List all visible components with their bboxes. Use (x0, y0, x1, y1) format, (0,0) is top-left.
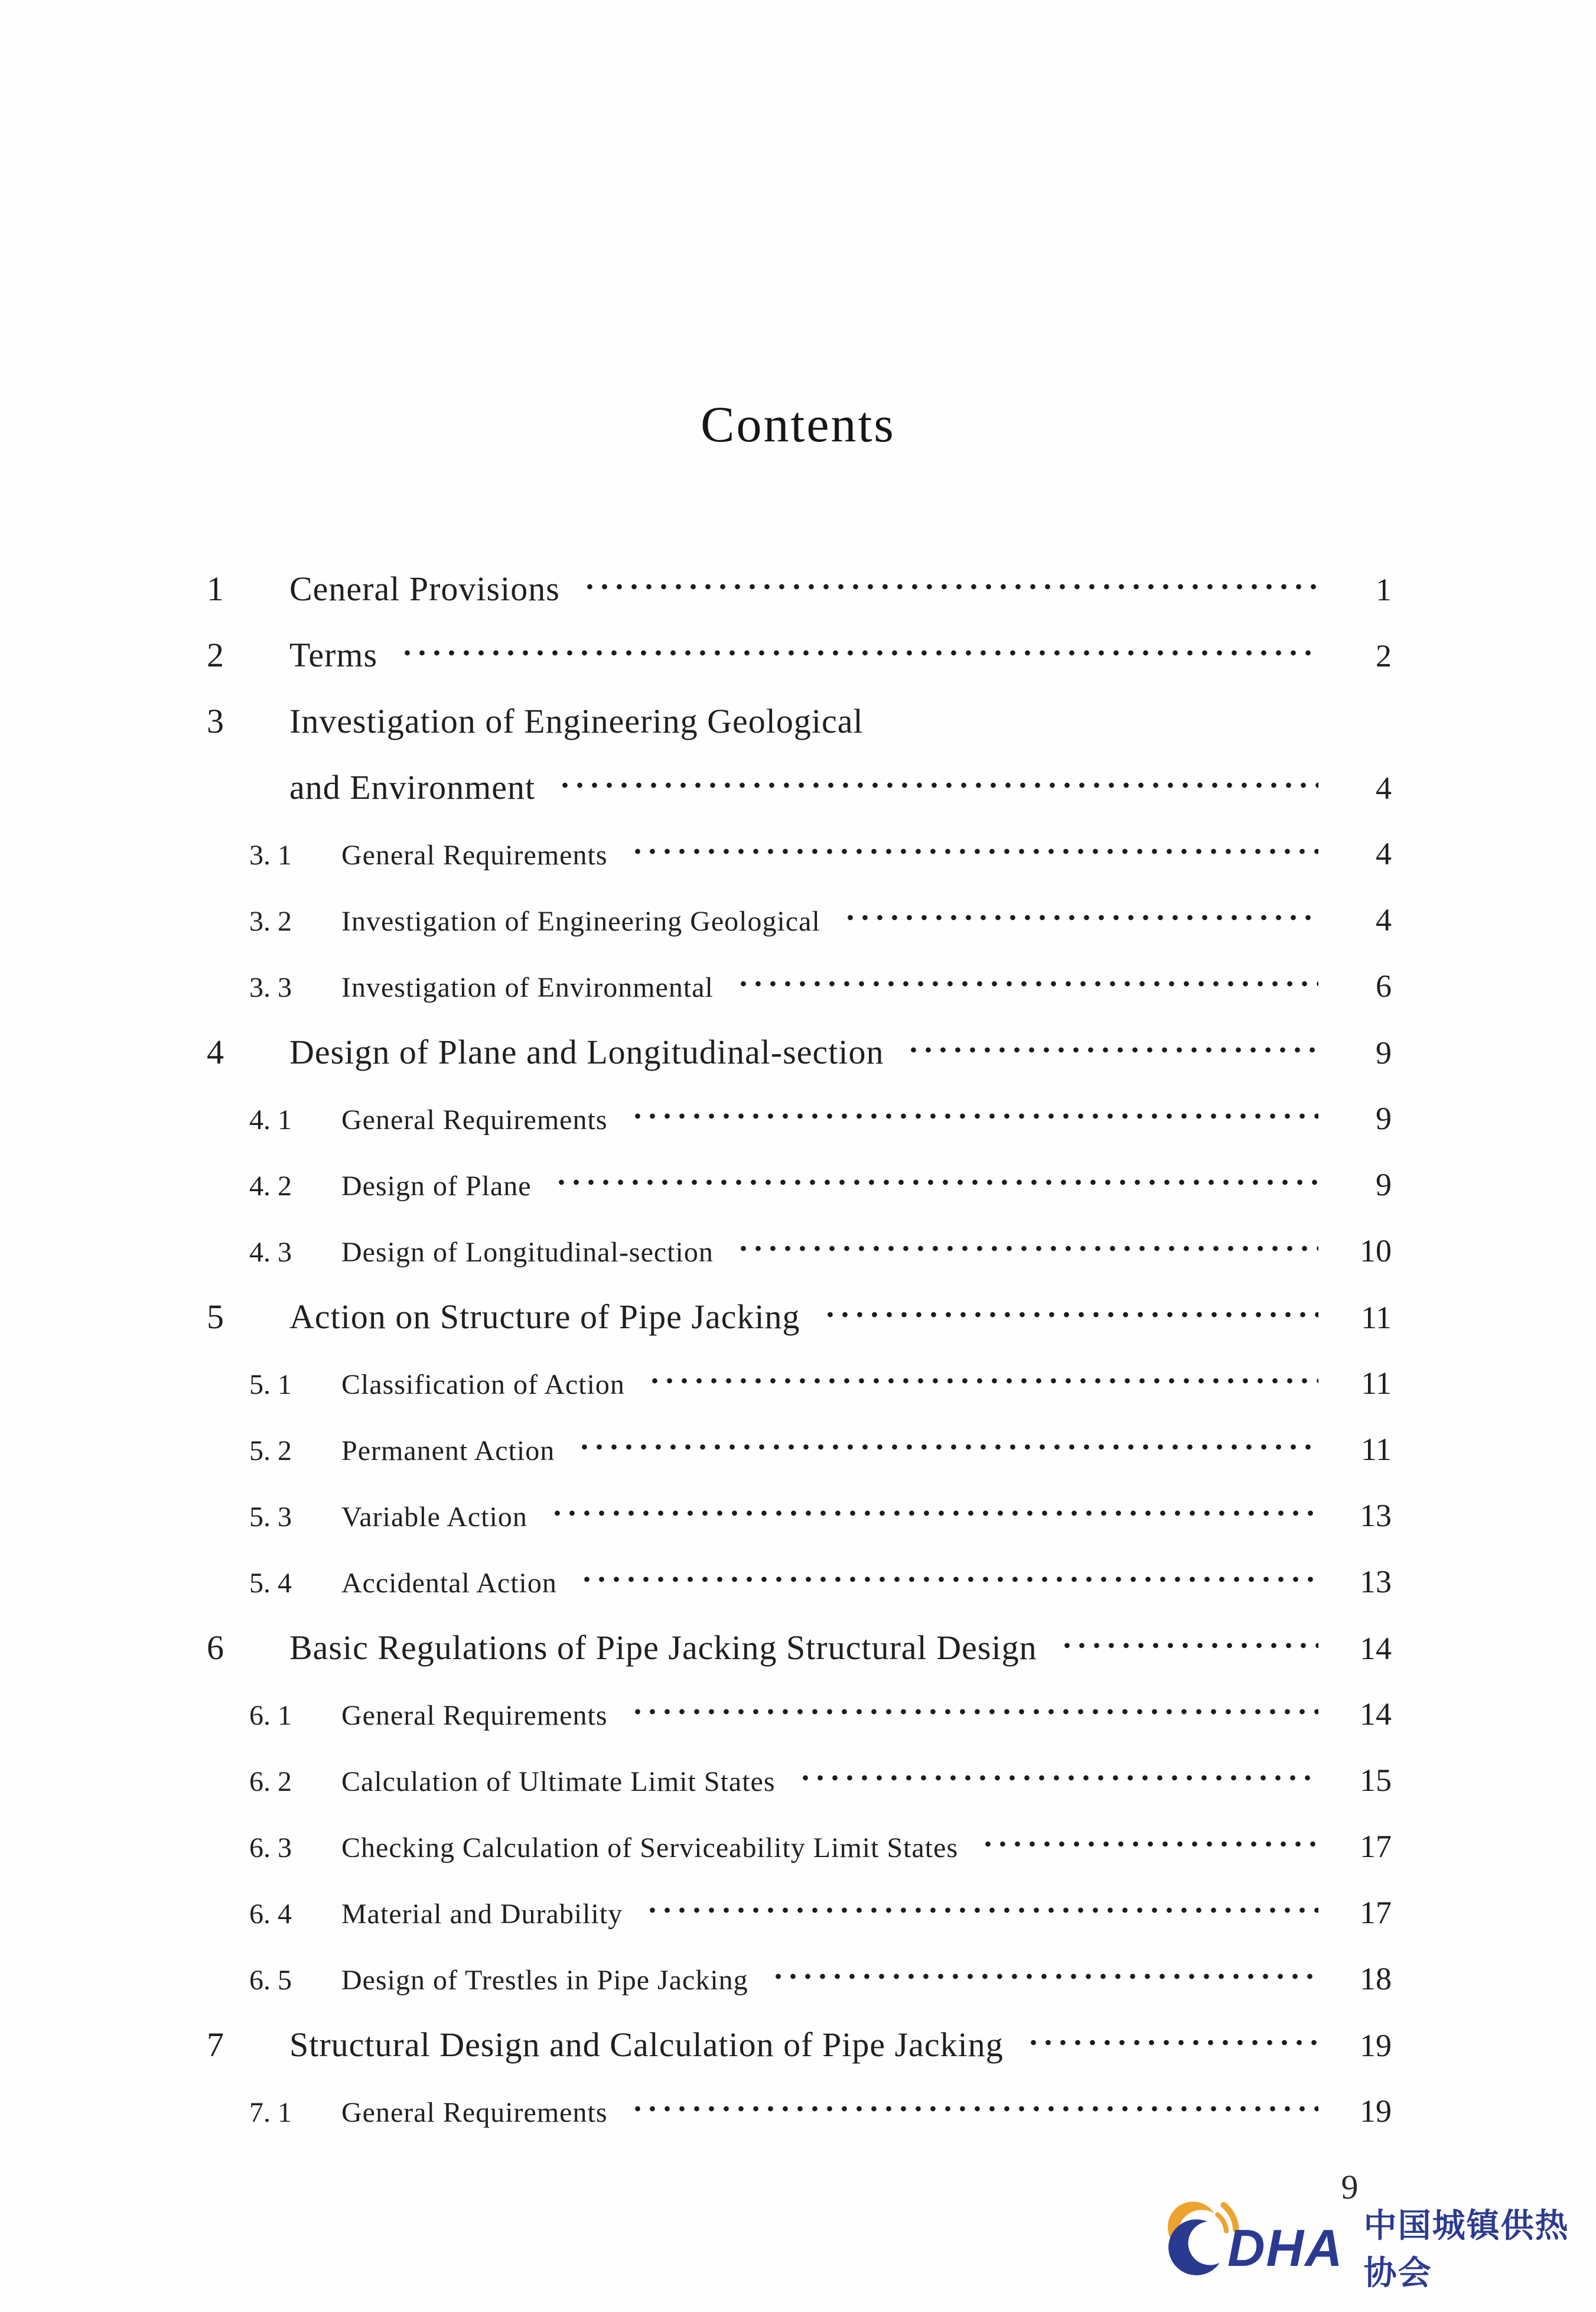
toc-entry-title: Action on Structure of Pipe Jacking (289, 1298, 800, 1336)
toc-row (207, 688, 1392, 755)
toc-row (207, 1482, 1392, 1549)
toc-row (207, 1284, 1392, 1350)
footer-page-number: 9 (1341, 2168, 1359, 2206)
toc-entry-title: Variable Action (341, 1501, 527, 1533)
toc-entry-number: 4. 1 (249, 1104, 292, 1136)
toc-entry-title: General Requirements (341, 2097, 608, 2128)
dot-leader (579, 1576, 1318, 1582)
toc-entry-page: 17 (1360, 1895, 1392, 1930)
dot-leader (554, 1179, 1318, 1185)
toc-entry-number: 6. 1 (249, 1700, 292, 1731)
toc-entry-title: Design of Plane (341, 1170, 532, 1202)
toc-entry-page: 9 (1376, 1035, 1392, 1071)
toc-row (207, 1218, 1392, 1284)
toc-entry-number: 3 (207, 702, 224, 740)
dot-leader (843, 915, 1318, 921)
dot-leader (798, 1775, 1318, 1781)
toc-list (207, 556, 1392, 2144)
dot-leader (1060, 1643, 1318, 1648)
toc-entry-page: 11 (1361, 1432, 1392, 1467)
toc-row (207, 1152, 1392, 1218)
toc-row (207, 1747, 1392, 1813)
toc-entry-title: Investigation of Environmental (341, 972, 714, 1003)
toc-entry-number: 2 (207, 636, 224, 674)
toc-entry-page: 11 (1361, 1365, 1392, 1401)
toc-entry-number: 1 (207, 570, 224, 608)
dot-leader (400, 650, 1318, 656)
toc-entry-number: 4. 2 (249, 1170, 292, 1202)
dot-leader (630, 1709, 1319, 1715)
toc-entry-title: General Requirements (341, 1700, 608, 1731)
toc-entry-number: 4. 3 (249, 1237, 292, 1268)
toc-entry-number: 4 (207, 1033, 224, 1071)
dot-leader (823, 1312, 1318, 1318)
dot-leader (577, 1444, 1318, 1450)
toc-entry-page: 14 (1360, 1696, 1392, 1732)
toc-entry-title: Material and Durability (341, 1898, 623, 1930)
toc-entry-page: 2 (1376, 638, 1392, 674)
toc-entry-title: Calculation of Ultimate Limit States (341, 1766, 776, 1797)
toc-entry-number: 6. 5 (249, 1965, 292, 1996)
toc-entry-page: 13 (1360, 1498, 1392, 1533)
toc-entry-page: 14 (1360, 1631, 1392, 1666)
toc-row (207, 622, 1392, 688)
dot-leader (981, 1841, 1318, 1847)
toc-row (207, 821, 1392, 887)
dot-leader (1026, 2040, 1318, 2046)
page-title: Contents (701, 396, 895, 453)
dot-leader (558, 782, 1318, 788)
toc-entry-page: 9 (1376, 1101, 1392, 1136)
toc-entry-number: 7 (207, 2025, 224, 2064)
dot-leader (630, 2106, 1319, 2112)
toc-row (207, 1615, 1392, 1681)
toc-entry-page: 6 (1376, 968, 1392, 1004)
dot-leader (736, 981, 1318, 987)
cdha-logo-abbr: DHA (1227, 2219, 1344, 2277)
toc-entry-number: 5. 3 (249, 1501, 292, 1533)
toc-entry-page: 18 (1360, 1961, 1392, 1996)
toc-entry-title: Design of Trestles in Pipe Jacking (341, 1965, 748, 1996)
toc-entry-title: Ceneral Provisions (289, 570, 560, 608)
toc-entry-title: Accidental Action (341, 1568, 557, 1599)
toc-row (207, 887, 1392, 953)
toc-entry-page: 9 (1376, 1167, 1392, 1202)
toc-entry-title: Classification of Action (341, 1369, 625, 1400)
dot-leader (630, 1113, 1319, 1119)
dot-leader (736, 1246, 1318, 1251)
toc-row (207, 1350, 1392, 1416)
toc-entry-page: 11 (1361, 1300, 1392, 1335)
toc-row (207, 1549, 1392, 1615)
toc-row (207, 1681, 1392, 1747)
toc-entry-number: 5. 1 (249, 1369, 292, 1400)
toc-entry-number: 6. 3 (249, 1832, 292, 1864)
toc-row (207, 1946, 1392, 2012)
toc-entry-page: 19 (1360, 2028, 1392, 2063)
toc-entry-number: 5. 2 (249, 1435, 292, 1466)
dot-leader (582, 584, 1318, 590)
toc-entry-title: and Environment (289, 768, 536, 807)
toc-row (207, 556, 1392, 622)
toc-entry-number: 3. 3 (249, 972, 292, 1003)
toc-entry-page: 4 (1376, 902, 1392, 938)
toc-entry-title: Basic Regulations of Pipe Jacking Structural Design (289, 1628, 1037, 1667)
toc-entry-number: 7. 1 (249, 2097, 292, 2128)
toc-entry-page: 1 (1376, 572, 1392, 607)
toc-entry-number: 3. 1 (249, 840, 292, 871)
toc-entry-title: Investigation of Engineering Geological (289, 702, 864, 740)
cdha-logo-cn-text: 中国城镇供热协会 (1363, 2207, 1569, 2291)
toc-entry-title: Design of Plane and Longitudinal-section (289, 1033, 884, 1071)
toc-entry-title: Permanent Action (341, 1435, 555, 1466)
toc-entry-page: 10 (1360, 1233, 1392, 1269)
toc-entry-title: General Requirements (341, 1104, 608, 1136)
toc-entry-title: Investigation of Engineering Geological (341, 906, 820, 937)
toc-row (207, 1416, 1392, 1482)
toc-entry-number: 6 (207, 1628, 224, 1667)
dot-leader (771, 1973, 1318, 1979)
toc-entry-page: 15 (1360, 1763, 1392, 1798)
toc-entry-page: 19 (1360, 2093, 1392, 2129)
toc-row (207, 1813, 1392, 1879)
toc-entry-number: 5 (207, 1298, 224, 1336)
dot-leader (647, 1378, 1318, 1384)
toc-entry-title: Checking Calculation of Serviceability Limit States (341, 1832, 959, 1864)
toc-row (207, 1879, 1392, 1946)
toc-entry-page: 13 (1360, 1564, 1392, 1599)
cdha-logo (1159, 2193, 1596, 2291)
toc-entry-page: 17 (1360, 1829, 1392, 1864)
dot-leader (550, 1510, 1318, 1516)
toc-entry-number: 6. 2 (249, 1766, 292, 1797)
dot-leader (630, 848, 1319, 854)
toc-row (207, 1019, 1392, 1085)
toc-row (207, 1085, 1392, 1152)
toc-entry-title: General Requirements (341, 840, 608, 871)
toc-entry-title: Structural Design and Calculation of Pipe Jacking (289, 2025, 1004, 2064)
toc-row (207, 2078, 1392, 2144)
toc-entry-number: 6. 4 (249, 1898, 292, 1930)
toc-entry-title: Design of Longitudinal-section (341, 1237, 714, 1268)
toc-entry-number: 5. 4 (249, 1568, 292, 1599)
dot-leader (906, 1047, 1318, 1053)
toc-row (207, 755, 1392, 821)
toc-row (207, 2012, 1392, 2078)
toc-row (207, 953, 1392, 1019)
dot-leader (645, 1907, 1318, 1913)
toc-entry-number: 3. 2 (249, 906, 292, 937)
toc-entry-page: 4 (1376, 836, 1392, 872)
toc-entry-page: 4 (1376, 770, 1392, 806)
toc-entry-title: Terms (289, 636, 378, 674)
